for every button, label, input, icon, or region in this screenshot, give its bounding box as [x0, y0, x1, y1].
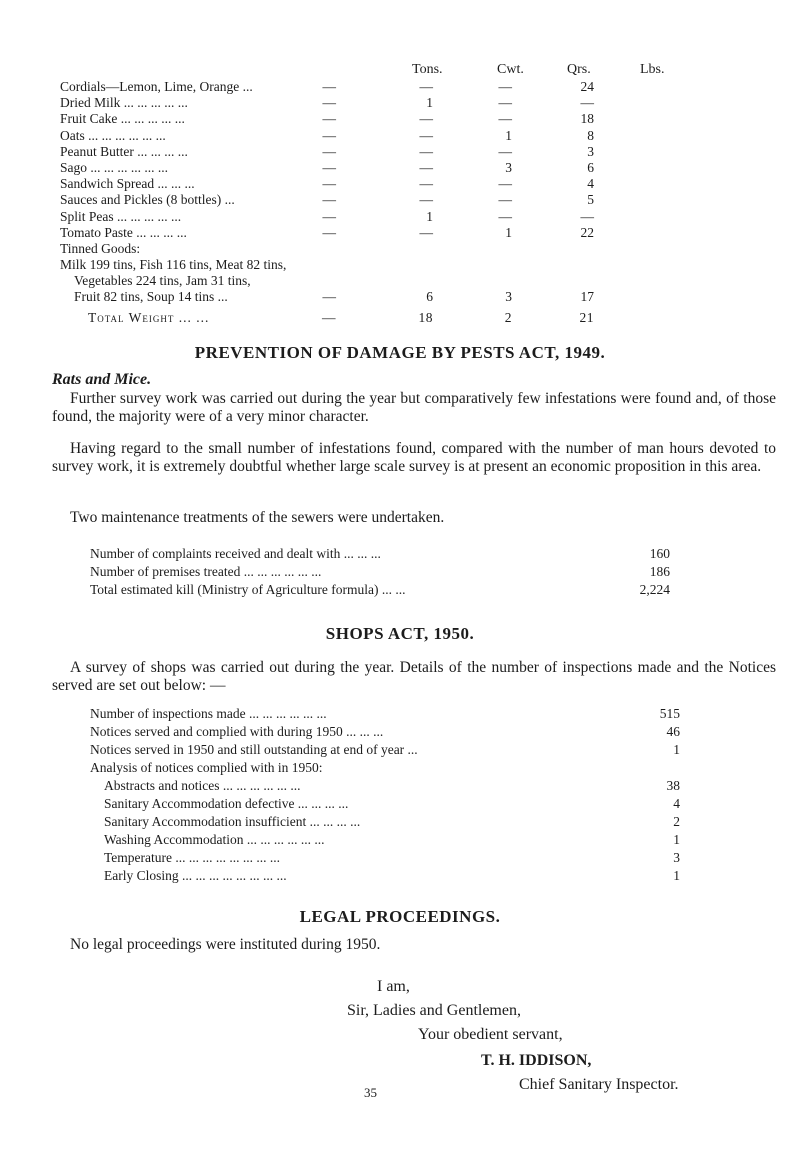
cell-cwt: —	[419, 79, 433, 94]
closing-line-3: Your obedient servant,	[418, 1026, 563, 1043]
cell-tons: —	[322, 208, 336, 224]
cell-lbs: 21	[579, 309, 594, 325]
cell-qrs: 1	[505, 127, 512, 143]
table-row	[60, 209, 660, 225]
page-number: 35	[364, 1085, 377, 1100]
cell-tons: —	[322, 289, 336, 305]
cell-lbs: 18	[580, 111, 594, 127]
cell-tons: —	[322, 309, 336, 325]
signatory-name: T. H. IDDISON,	[481, 1052, 592, 1069]
paragraph-text: A survey of shops was carried out during the year. Details of the number of inspections made and the Notices served are set out below: —	[52, 659, 776, 694]
legal-paragraph	[52, 936, 776, 954]
stat-value: 2,224	[639, 582, 670, 597]
row-label: Fruit Cake ... ... ... ... ...	[60, 111, 185, 127]
cell-cwt: 1	[426, 208, 433, 224]
table-row	[60, 95, 660, 111]
table-row	[60, 289, 660, 305]
cell-cwt: 1	[426, 95, 433, 111]
row-label: Oats ... ... ... ... ... ...	[60, 127, 166, 143]
stat-label: Number of premises treated ... ... ... ... ... ...	[90, 564, 322, 579]
pests-paragraph-1	[52, 390, 776, 426]
stat-value: 515	[659, 706, 680, 721]
cell-cwt: —	[419, 159, 433, 175]
stat-value: 3	[673, 850, 680, 865]
cell-qrs: —	[498, 79, 512, 94]
tinned-goods-text: Vegetables 224 tins, Jam 31 tins,	[74, 273, 251, 289]
cell-lbs: —	[580, 95, 594, 111]
cell-cwt: —	[419, 224, 433, 240]
table-row	[60, 192, 660, 208]
cell-tons: —	[322, 95, 336, 111]
paragraph-text: No legal proceedings were instituted during 1950.	[70, 936, 381, 953]
row-label: Cordials—Lemon, Lime, Orange ...	[60, 79, 253, 94]
header-tons: Tons.	[412, 62, 443, 77]
cell-cwt: —	[419, 143, 433, 159]
header-qrs: Qrs.	[567, 62, 591, 77]
cell-qrs: 3	[505, 159, 512, 175]
cell-qrs: —	[498, 111, 512, 127]
cell-qrs: 2	[504, 309, 512, 325]
stat-label: Notices served in 1950 and still outstanding at end of year ...	[90, 742, 418, 757]
closing-line-2: Sir, Ladies and Gentlemen,	[347, 1002, 521, 1019]
stat-label: Early Closing ... ... ... ... ... ... ... ...	[104, 868, 287, 883]
cell-tons: —	[322, 192, 336, 208]
stat-label: Number of inspections made ... ... ... ... ... ...	[90, 706, 327, 721]
cell-lbs: 6	[587, 159, 594, 175]
legal-heading: LEGAL PROCEEDINGS.	[299, 907, 501, 926]
stat-value: 38	[666, 778, 680, 793]
cell-lbs: 5	[587, 192, 594, 208]
tinned-goods-text: Milk 199 tins, Fish 116 tins, Meat 82 tins,	[60, 257, 287, 273]
header-cwt: Cwt.	[497, 62, 524, 77]
cell-tons: —	[322, 176, 336, 192]
cell-cwt: —	[419, 127, 433, 143]
cell-qrs: 3	[505, 289, 512, 305]
table-row	[60, 79, 660, 95]
pests-paragraph-2	[52, 440, 776, 476]
total-label: Total Weight ... ...	[88, 309, 210, 325]
cell-tons: —	[322, 127, 336, 143]
signatory-title: Chief Sanitary Inspector.	[519, 1076, 679, 1093]
stat-value: 2	[673, 814, 680, 829]
tinned-goods-title	[60, 241, 660, 257]
cell-lbs: 3	[587, 143, 594, 159]
cell-cwt: —	[419, 192, 433, 208]
cell-qrs: —	[498, 208, 512, 224]
cell-cwt: 18	[418, 309, 433, 325]
stat-label: Number of complaints received and dealt with ... ... ...	[90, 546, 381, 561]
weights-table	[60, 79, 660, 328]
row-label: Sandwich Spread ... ... ...	[60, 176, 195, 192]
paragraph-text: Two maintenance treatments of the sewers were undertaken.	[70, 509, 445, 526]
closing-line-1: I am,	[377, 978, 410, 995]
cell-lbs: 17	[580, 289, 594, 305]
cell-cwt: —	[419, 111, 433, 127]
cell-qrs: —	[498, 95, 512, 111]
cell-qrs: —	[498, 192, 512, 208]
cell-qrs: —	[498, 143, 512, 159]
row-label: Tomato Paste ... ... ... ...	[60, 224, 187, 240]
stat-value: 1	[673, 868, 680, 883]
stat-label: Sanitary Accommodation insufficient ... ... ... ...	[104, 814, 361, 829]
cell-lbs: 8	[587, 127, 594, 143]
cell-tons: —	[322, 111, 336, 127]
stat-value: 186	[649, 564, 670, 579]
paragraph-text: Having regard to the small number of infestations found, compared with the number of man hours devoted to survey work, it is extremely doubtful whether large scale survey is at present an economic proposition in this area.	[52, 440, 776, 475]
cell-tons: —	[322, 79, 336, 94]
pests-heading: PREVENTION OF DAMAGE BY PESTS ACT, 1949.	[194, 343, 606, 362]
table-row	[60, 176, 660, 192]
tinned-goods-line	[60, 257, 660, 273]
header-lbs: Lbs.	[640, 62, 665, 77]
stat-value: 160	[649, 546, 670, 561]
row-label: Fruit 82 tins, Soup 14 tins ...	[74, 289, 228, 305]
stat-value: 46	[666, 724, 680, 739]
paragraph-text: Further survey work was carried out during the year but comparatively few infestations were found and, of those found, the majority were of a very minor character.	[52, 390, 776, 425]
stat-label: Notices served and complied with during 1950 ... ... ...	[90, 724, 384, 739]
row-label: Peanut Butter ... ... ... ...	[60, 143, 188, 159]
cell-tons: —	[322, 159, 336, 175]
table-row	[60, 144, 660, 160]
stat-label: Abstracts and notices ... ... ... ... ... ...	[104, 778, 301, 793]
cell-qrs: —	[498, 176, 512, 192]
stat-label: Total estimated kill (Ministry of Agriculture formula) ... ...	[90, 582, 406, 597]
stat-label: Temperature ... ... ... ... ... ... ... ...	[104, 850, 281, 865]
rats-mice-subheading: Rats and Mice.	[52, 371, 152, 388]
cell-lbs: —	[580, 208, 594, 224]
cell-lbs: 24	[580, 79, 594, 94]
stat-value: 4	[673, 796, 680, 811]
row-label: Split Peas ... ... ... ... ...	[60, 208, 182, 224]
shops-heading: SHOPS ACT, 1950.	[325, 624, 475, 643]
table-row	[60, 160, 660, 176]
stat-label: Washing Accommodation ... ... ... ... ... ...	[104, 832, 325, 847]
stat-value: 1	[673, 742, 680, 757]
table-row	[60, 225, 660, 241]
stat-value: 1	[673, 832, 680, 847]
shops-paragraph	[52, 659, 776, 695]
cell-cwt: 6	[426, 289, 433, 305]
tinned-goods-line	[60, 273, 660, 289]
table-row	[60, 128, 660, 144]
tinned-goods-label: Tinned Goods:	[60, 240, 141, 256]
total-row	[60, 308, 660, 328]
cell-tons: —	[322, 224, 336, 240]
cell-lbs: 4	[587, 176, 594, 192]
cell-cwt: —	[419, 176, 433, 192]
cell-tons: —	[322, 143, 336, 159]
row-label: Sauces and Pickles (8 bottles) ...	[60, 192, 235, 208]
stat-label: Sanitary Accommodation defective ... ... ... ...	[104, 796, 349, 811]
stat-label: Analysis of notices complied with in 1950:	[90, 760, 323, 775]
cell-qrs: 1	[505, 224, 512, 240]
table-row	[60, 111, 660, 127]
row-label: Dried Milk ... ... ... ... ...	[60, 95, 188, 111]
cell-lbs: 22	[580, 224, 594, 240]
pests-paragraph-3	[52, 509, 776, 527]
row-label: Sago ... ... ... ... ... ...	[60, 159, 168, 175]
